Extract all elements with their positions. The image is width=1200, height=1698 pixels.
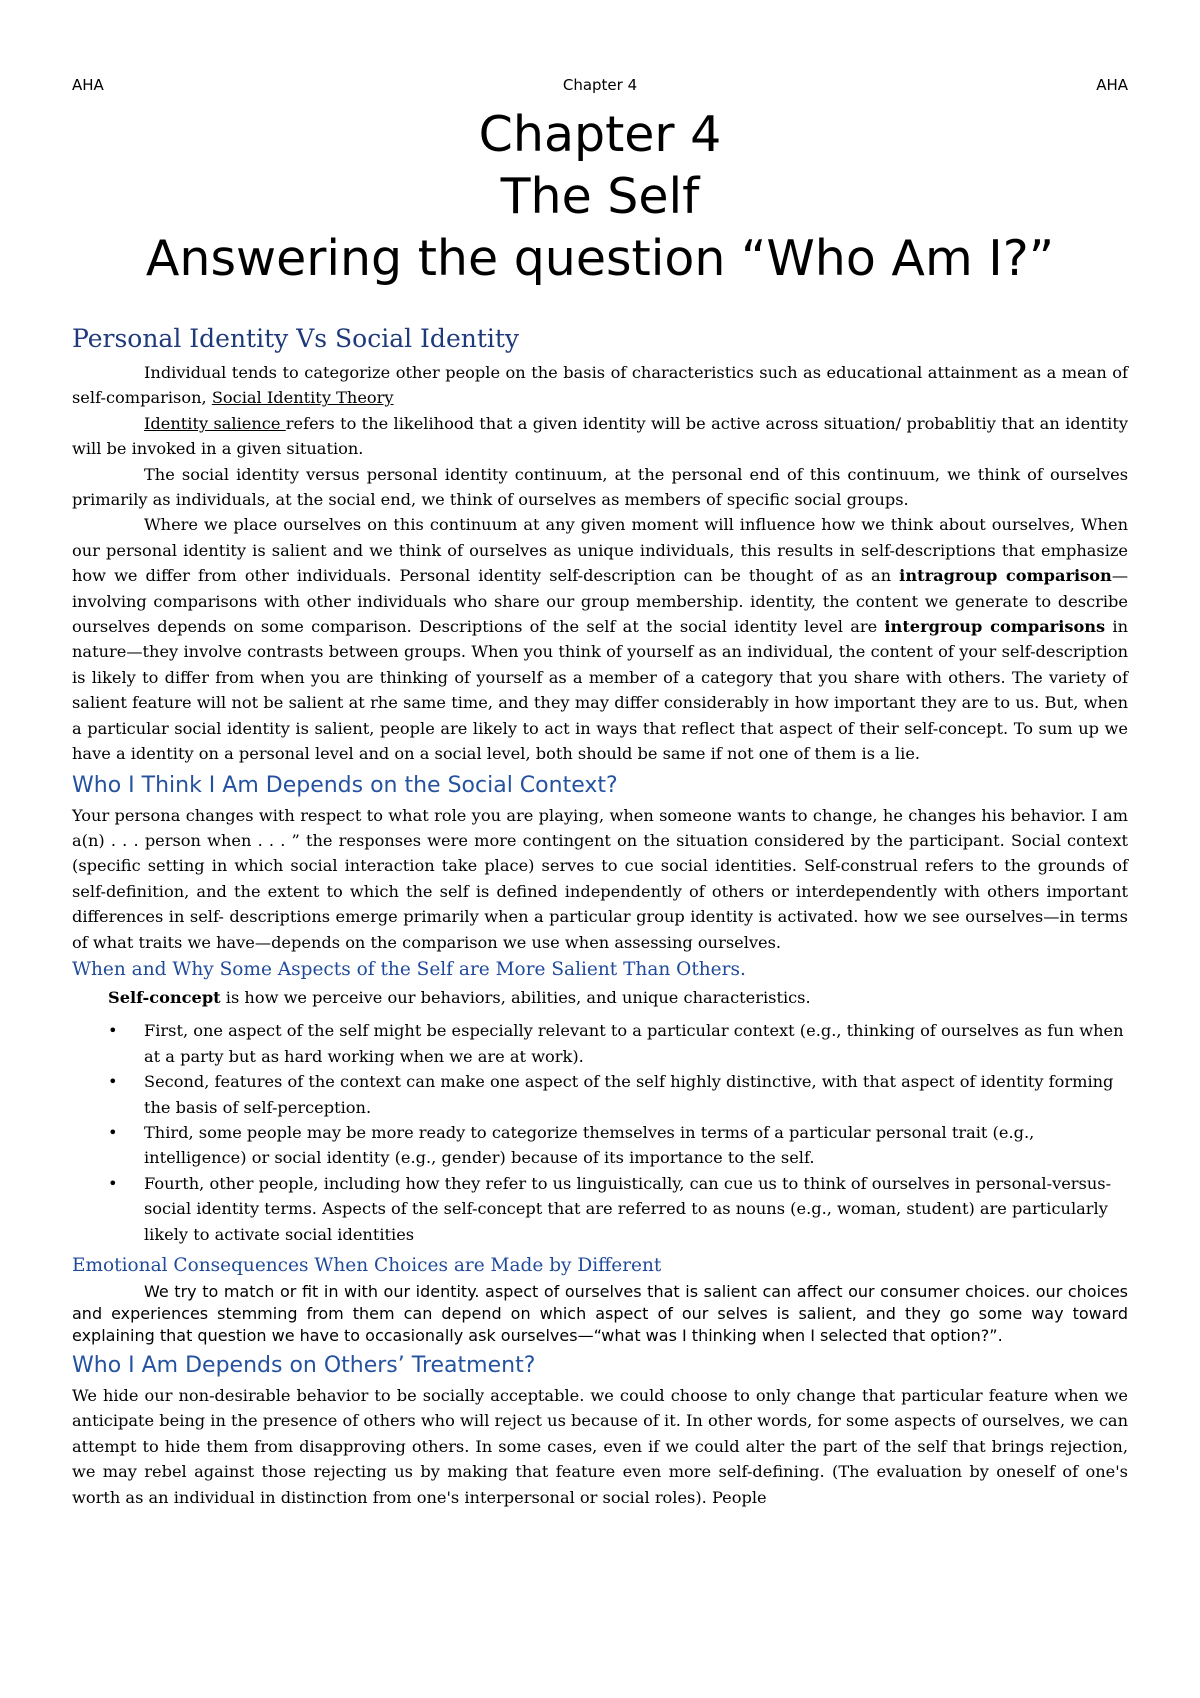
header-left: AHA: [72, 76, 104, 94]
paragraph-text: refers to the likelihood that a given identity will be active across situation/ probablitiy that an identity will be invoked in a given situation.: [72, 413, 1128, 459]
bullet-item: [108, 1069, 1128, 1120]
bullet-list: [72, 1018, 1128, 1247]
paragraph-text: Your persona changes with respect to what role you are playing, when someone wants to change, he changes his behavior. I am a(n) . . . person when . . . ” the responses were more contingent on the situation considered by the participant.: [72, 805, 1128, 850]
running-header: [72, 76, 1128, 100]
section-heading-social-context: Who I Think I Am Depends on the Social Context?: [72, 772, 618, 798]
bullet-text: First, one aspect of the self might be especially relevant to a particular context (e.g., thinking of ourselves as fun when at a party but as hard working when we are at work).: [144, 1021, 1124, 1066]
section-heading-others-treatment: Who I Am Depends on Others’ Treatment?: [72, 1353, 536, 1378]
paragraph-text: —involving comparisons with other individuals who share our group membership. identity, the content we generate to describe ourselves depends on some comparison. Descriptions of the self at the social identity level are: [72, 566, 1128, 637]
paragraph-continuum: The social identity versus personal identity continuum, at the personal end of this continuum, we think of ourselves primarily as individuals, at the social end, we think of ourselves as members of specific social groups.: [72, 464, 1128, 510]
paragraph-text: Social context (specific setting in which social interaction take place) serves to cue social identities. Self-construal refers to the grounds of self-definition, and the extent to which the self is defined independently of others or interdependently with others important differences in self- descriptions emerge primarily when a particular group identity is activated. how we see ourselves—in terms of what traits we have—depends on the comparison we use when assessing ourselves.: [72, 830, 1128, 952]
paragraph-placement: [72, 512, 1128, 766]
paragraph-text: Where we place ourselves on this continuum at any given moment will influence how we think about ourselves, When our personal identity is salient and we think of ourselves as unique individuals, this results in self-descriptions that emphasize how we differ from other individuals. Personal identity self-description can be thought of as an: [72, 515, 1128, 586]
intergroup-term: intergroup comparisons: [884, 617, 1106, 637]
bullet-item: [108, 1120, 1128, 1171]
paragraph-text: in nature—they involve contrasts between groups. When you think of yourself as an individual, the content of your self-description is likely to differ from when you are thinking of yourself as a member of a category that you share with others. The variety of salient feature will not be salient at rhe same time, and they may differ considerably in how important they are to us. But, when a particular social identity is salient, people are likely to act in ways that reflect that aspect of their self-concept. To sum up we have a identity on a personal level and on a social level, both should be same if not one of them is a lie.: [72, 617, 1128, 764]
paragraph-emotional: We try to match or fit in with our identity. aspect of ourselves that is salient can affect our consumer choices. our choices and experiences stemming from them can depend on which aspect of our selves is salient, and they go some way toward explaining that question we have to occasionally ask ourselves—“what was I thinking when I selected that option?”.: [72, 1282, 1128, 1345]
identity-salience-term: Identity salience: [144, 413, 286, 433]
title-block: [72, 104, 1128, 290]
bullet-text: Fourth, other people, including how they refer to us linguistically, can cue us to think of ourselves in personal-versus-social identity terms. Aspects of the self-concept that are referred to as nouns (e.g., woman, student) are particularly likely to activate social identities: [144, 1173, 1112, 1244]
bullet-icon: •: [108, 1021, 118, 1041]
title-subject: The Self: [500, 168, 700, 225]
section-heading-emotional: Emotional Consequences When Choices are Made by Different: [72, 1255, 662, 1276]
title-chapter: Chapter 4: [478, 106, 722, 163]
bullet-icon: •: [108, 1173, 118, 1193]
paragraph-text: Individual tends to categorize other people on the basis of characteristics such as educational attainment as a mean of self-comparison,: [72, 363, 1128, 408]
header-center: Chapter 4: [562, 76, 638, 94]
paragraph-self-concept: [72, 985, 1128, 1010]
bullet-item: [108, 1018, 1128, 1069]
title-question: Answering the question “Who Am I?”: [145, 230, 1055, 287]
bullet-icon: •: [108, 1122, 118, 1142]
bullet-item: [108, 1171, 1128, 1247]
self-concept-term: Self-concept: [108, 987, 221, 1007]
section-heading-salience: When and Why Some Aspects of the Self are More Salient Than Others.: [72, 958, 746, 980]
paragraph-categorize: [72, 360, 1128, 411]
header-right: AHA: [1096, 76, 1128, 94]
paragraph-social-context: [72, 803, 1128, 955]
social-identity-theory-link: Social Identity Theory: [211, 388, 394, 408]
paragraph-text: is how we perceive our behaviors, abilities, and unique characteristics.: [220, 987, 811, 1007]
bullet-text: Third, some people may be more ready to categorize themselves in terms of a particular personal trait (e.g., intelligence) or social identity (e.g., gender) because of its importance to the self.: [144, 1122, 1035, 1168]
paragraph-others-treatment: We hide our non-desirable behavior to be socially acceptable. we could choose to only change that particular feature when we anticipate being in the presence of others who will reject us because of it. In other words, for some aspects of ourselves, we can attempt to hide them from disapproving others. In some cases, even if we could alter the part of the self that brings rejection, we may rebel against those rejecting us by making that feature even more self-defining. (The evaluation by oneself of one's worth as an individual in distinction from one's interpersonal or social roles). People: [72, 1386, 1128, 1507]
bullet-text: Second, features of the context can make one aspect of the self highly distinctive, with that aspect of identity forming the basis of self-perception.: [144, 1072, 1114, 1117]
document-body: [72, 322, 1128, 1510]
paragraph-identity-salience: [72, 411, 1128, 462]
intragroup-term: intragroup comparison: [899, 566, 1112, 586]
section-heading-identity: Personal Identity Vs Social Identity: [72, 324, 520, 353]
bullet-icon: •: [108, 1072, 118, 1092]
